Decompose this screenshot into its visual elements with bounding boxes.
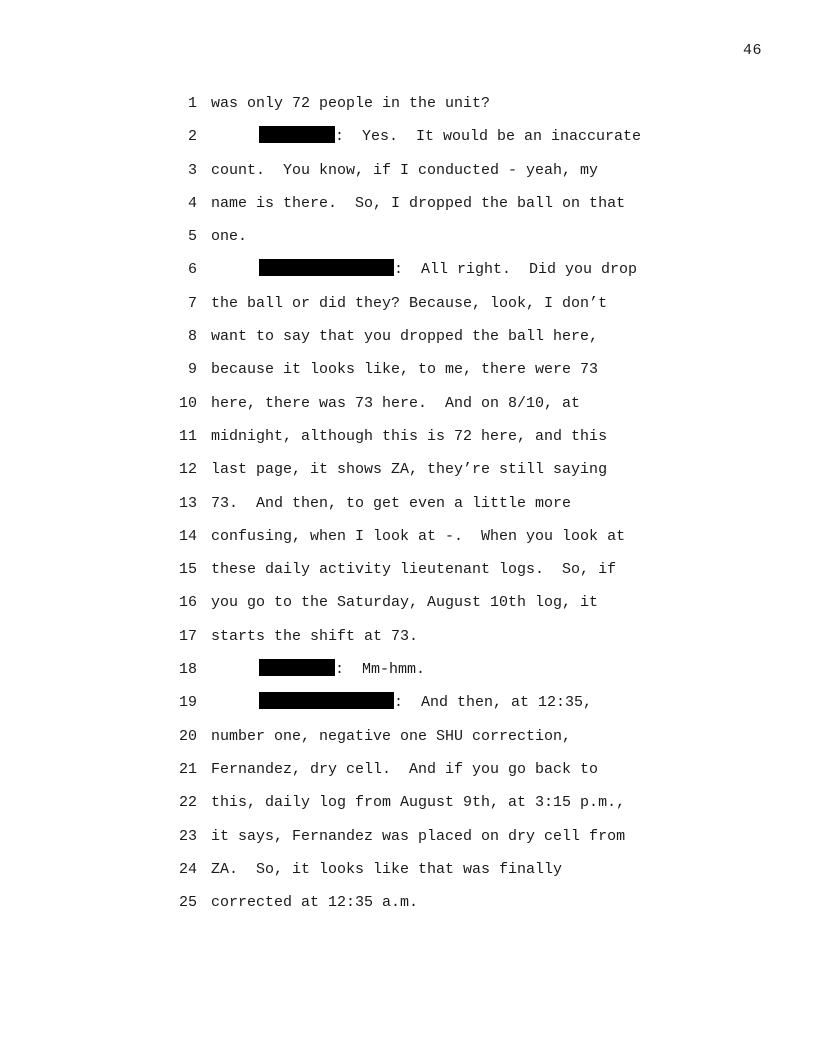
line-text: : Yes. It would be an inaccurate [335,128,642,146]
line-text: because it looks like, to me, there were 73 [211,361,599,379]
speaker-turn [259,653,425,686]
transcript-line [0,353,816,386]
line-number: 1 [187,95,197,112]
line-text: starts the shift at 73. [211,627,419,645]
line-number: 7 [187,294,197,312]
line-text: : And then, at 12:35, [394,694,593,712]
redacted-speaker-name [259,259,394,276]
transcript-line [0,653,816,686]
transcript-line [0,520,816,553]
transcript-line [0,87,816,120]
line-number: 5 [187,228,197,246]
line-number: 22 [178,794,197,812]
transcript-line [0,786,816,819]
line-text: count. You know, if I conducted - yeah, my [211,161,599,179]
line-number: 25 [178,894,197,912]
transcript-line [0,120,816,153]
line-number: 12 [178,461,197,479]
page-number: 46 [742,42,762,59]
transcript-line [0,686,816,719]
line-number: 21 [178,760,197,778]
line-text: last page, it shows ZA, they’re still saying [211,461,608,479]
line-text: number one, negative one SHU correction, [211,727,572,745]
transcript-body [0,87,816,919]
redacted-speaker-name [259,692,394,709]
line-number: 16 [178,594,197,612]
redacted-speaker-name [259,659,335,676]
line-text: these daily activity lieutenant logs. So, if [211,561,617,579]
speaker-turn [259,253,637,286]
transcript-line [0,620,816,653]
line-text: : All right. Did you drop [394,261,638,279]
line-number: 10 [178,394,197,412]
line-number: 11 [178,427,197,445]
transcript-line [0,820,816,853]
line-text: this, daily log from August 9th, at 3:15 p.m., [211,794,626,812]
transcript-line [0,220,816,253]
line-number: 15 [178,561,197,579]
transcript-line [0,886,816,919]
speaker-turn [259,686,592,719]
line-number: 17 [178,627,197,645]
line-number: 18 [178,661,197,679]
line-text: it says, Fernandez was placed on dry cell from [211,827,626,845]
line-number: 14 [178,527,197,545]
line-number: 20 [178,727,197,745]
transcript-line [0,387,816,420]
transcript-line [0,287,816,320]
line-text: 73. And then, to get even a little more [211,494,572,512]
transcript-line [0,853,816,886]
line-number: 2 [187,128,197,146]
line-text: : Mm-hmm. [335,661,426,679]
line-text: corrected at 12:35 a.m. [211,894,419,912]
line-number: 6 [187,261,197,279]
line-text: confusing, when I look at -. When you look at [211,527,626,545]
line-text: you go to the Saturday, August 10th log, it [211,594,599,612]
transcript-line [0,420,816,453]
transcript-line [0,320,816,353]
line-number: 23 [178,827,197,845]
transcript-line [0,453,816,486]
line-number: 4 [187,194,197,212]
line-text: one. [211,228,248,246]
line-text: want to say that you dropped the ball here, [211,328,599,346]
line-text: was only 72 people in the unit? [211,95,491,112]
transcript-line [0,720,816,753]
line-text: the ball or did they? Because, look, I don’t [211,294,608,312]
line-number: 19 [178,694,197,712]
transcript-line [0,253,816,286]
speaker-turn [259,120,641,153]
line-number: 3 [187,161,197,179]
transcript-line [0,187,816,220]
line-text: ZA. So, it looks like that was finally [211,860,563,878]
redacted-speaker-name [259,126,335,143]
line-number: 24 [178,860,197,878]
line-number: 9 [187,361,197,379]
line-text: Fernandez, dry cell. And if you go back to [211,760,599,778]
line-text: name is there. So, I dropped the ball on that [211,194,626,212]
line-text: midnight, although this is 72 here, and this [211,427,608,445]
transcript-line [0,586,816,619]
line-text: here, there was 73 here. And on 8/10, at [211,394,581,412]
transcript-line [0,154,816,187]
line-number: 13 [178,494,197,512]
line-number: 8 [187,328,197,346]
transcript-line [0,487,816,520]
transcript-line [0,753,816,786]
transcript-line [0,553,816,586]
